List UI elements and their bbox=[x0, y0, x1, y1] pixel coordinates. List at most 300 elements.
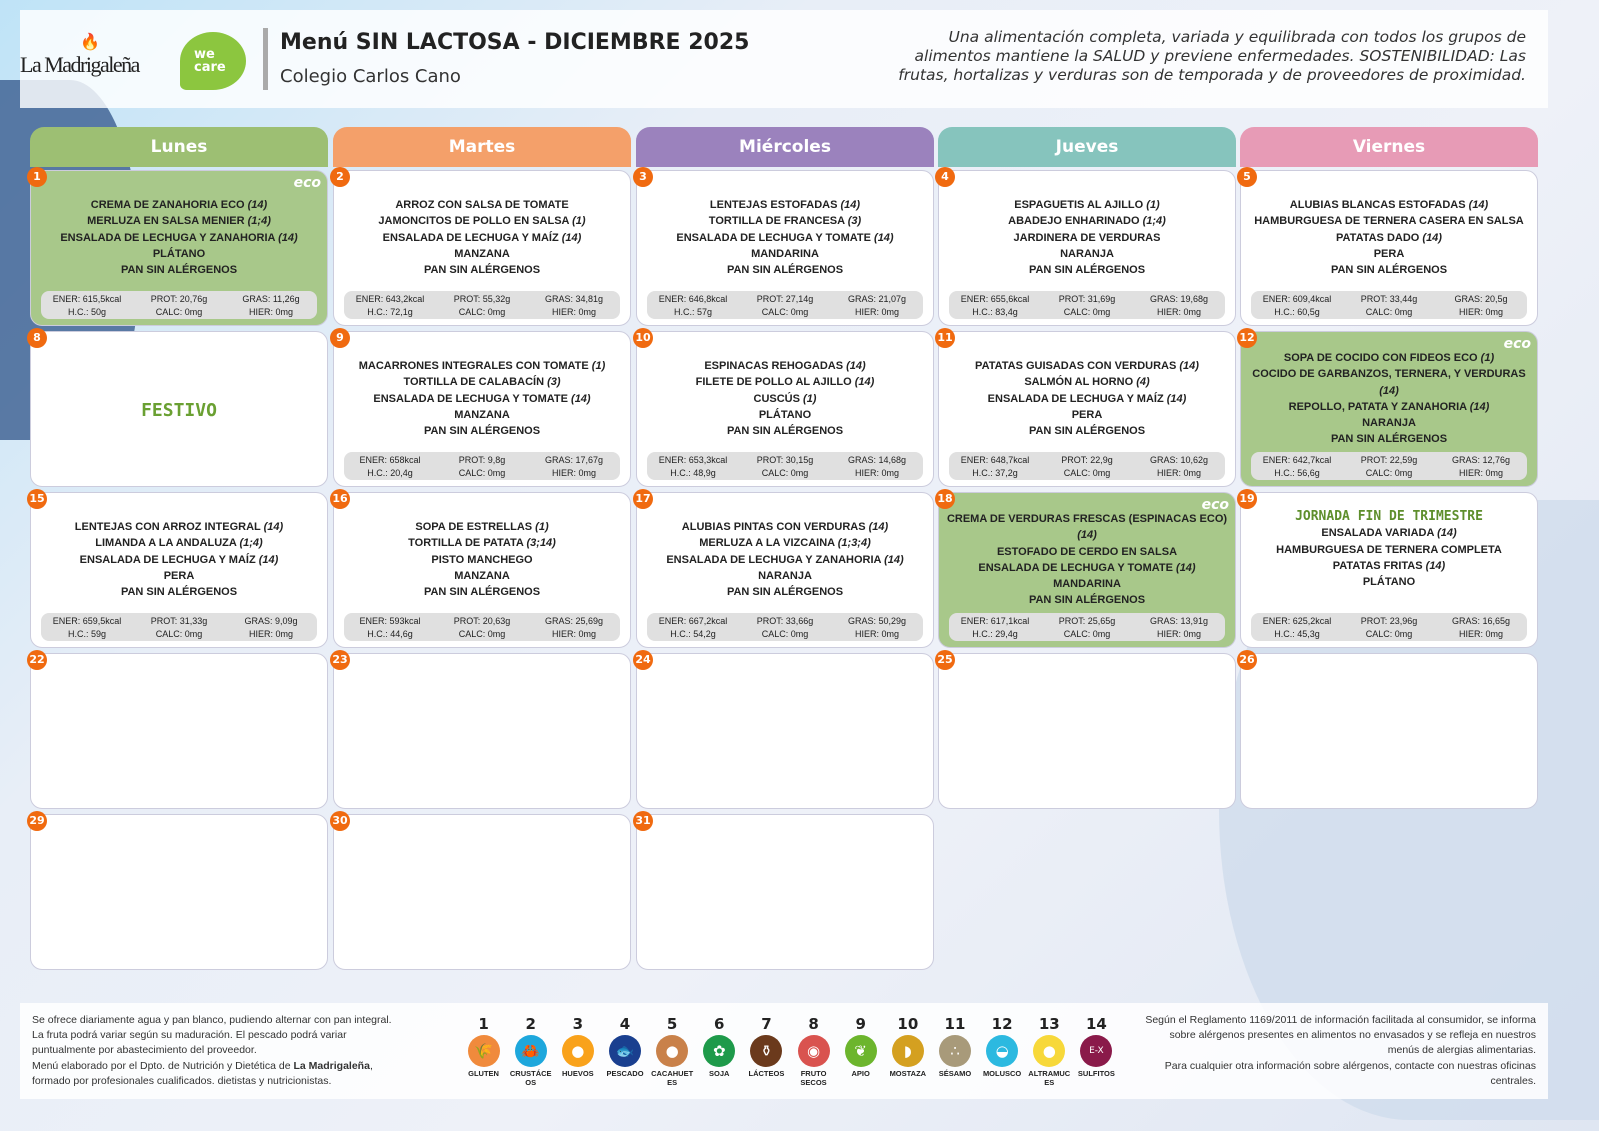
day-cell bbox=[333, 492, 631, 648]
allergen-number: 13 bbox=[1038, 1015, 1060, 1033]
dish-name: PAN SIN ALÉRGENOS bbox=[726, 264, 844, 277]
nutrition-value: H.C.: 83,4g bbox=[972, 307, 1018, 317]
allergen-codes: (14) bbox=[1468, 199, 1489, 211]
nutrition-value: ENER: 658kcal bbox=[359, 455, 421, 465]
nutrition-value: ENER: 659,5kcal bbox=[52, 616, 122, 626]
wheat-icon: 🌾 bbox=[468, 1035, 500, 1067]
nutrition-value: HIER: 0mg bbox=[1156, 468, 1201, 478]
nutrition-value: H.C.: 54,2g bbox=[670, 629, 716, 639]
nutrition-value: ENER: 625,2kcal bbox=[1262, 616, 1332, 626]
dish-name: SOPA DE COCIDO CON FIDEOS ECO bbox=[1283, 352, 1478, 364]
logo-text: La Madrigaleña bbox=[20, 52, 139, 77]
lupin-icon: ● bbox=[1033, 1035, 1065, 1067]
nutrition-info bbox=[647, 452, 923, 480]
allergen-mostaza bbox=[884, 1015, 931, 1087]
dish-name: PAN SIN ALÉRGENOS bbox=[726, 425, 844, 438]
note: puntualmente por abastecimiento del proveedor. bbox=[32, 1044, 257, 1057]
dish-name: SALMÓN AL HORNO bbox=[1024, 376, 1134, 389]
allergen-label: APIO bbox=[851, 1069, 870, 1078]
day-cell bbox=[333, 331, 631, 487]
dish-name: LIMANDA A LA ANDALUZA bbox=[95, 537, 237, 550]
dish bbox=[338, 584, 626, 600]
nutrition-value: PROT: 25,65g bbox=[1058, 616, 1116, 626]
allergen-label: ALTRAMUCES bbox=[1028, 1069, 1071, 1087]
dish-list bbox=[1245, 350, 1533, 448]
sulphites-icon: E-X bbox=[1080, 1035, 1112, 1067]
nutrition-value: GRAS: 14,68g bbox=[847, 455, 907, 465]
special-event-title: JORNADA FIN DE TRIMESTRE bbox=[1295, 509, 1483, 524]
nutrition-value: H.C.: 44,6g bbox=[367, 629, 413, 639]
dish-list bbox=[943, 197, 1231, 278]
day-number: 24 bbox=[633, 650, 653, 670]
nutrition-value: CALC: 0mg bbox=[458, 307, 506, 317]
nutrition-value: H.C.: 72,1g bbox=[367, 307, 413, 317]
day-number: 11 bbox=[935, 328, 955, 348]
day-number: 31 bbox=[633, 811, 653, 831]
dish bbox=[943, 197, 1231, 213]
day-cell bbox=[636, 653, 934, 809]
dish bbox=[35, 213, 323, 229]
dish-list bbox=[1245, 509, 1533, 590]
day-number: 30 bbox=[330, 811, 350, 831]
allergen-codes: (14) bbox=[247, 199, 268, 211]
day-header-lunes: Lunes bbox=[30, 127, 328, 167]
allergen-number: 10 bbox=[897, 1015, 919, 1033]
day-cell bbox=[938, 331, 1236, 487]
dish bbox=[641, 535, 929, 551]
nutrition-value: H.C.: 48,9g bbox=[670, 468, 716, 478]
nutrition-value: H.C.: 60,5g bbox=[1274, 307, 1320, 317]
nutrition-value: HIER: 0mg bbox=[854, 629, 899, 639]
day-number: 10 bbox=[633, 328, 653, 348]
dish-name: PAN SIN ALÉRGENOS bbox=[1028, 264, 1146, 277]
day-number: 3 bbox=[633, 167, 653, 187]
nutrition-value: H.C.: 45,3g bbox=[1274, 629, 1320, 639]
dish bbox=[1245, 431, 1533, 447]
nutrition-value: CALC: 0mg bbox=[1365, 468, 1413, 478]
allergen-label: CRUSTÁCEOS bbox=[509, 1069, 552, 1087]
nutrition-value: HIER: 0mg bbox=[248, 629, 293, 639]
allergen-codes: (14) bbox=[1077, 529, 1097, 542]
day-cell bbox=[333, 170, 631, 326]
nutrition-value: ENER: 593kcal bbox=[359, 616, 421, 626]
nutrition-value: PROT: 33,44g bbox=[1360, 294, 1418, 304]
nutrition-value: PROT: 23,96g bbox=[1360, 616, 1418, 626]
nutrition-info bbox=[949, 613, 1225, 641]
allergen-cacahuetes bbox=[649, 1015, 696, 1087]
page-title: Menú SIN LACTOSA - DICIEMBRE 2025 bbox=[280, 30, 750, 55]
allergen-codes: (3) bbox=[847, 215, 862, 228]
dish bbox=[1245, 230, 1533, 246]
day-cell bbox=[30, 331, 328, 487]
dish-name: PERA bbox=[1373, 247, 1405, 260]
school-name: Colegio Carlos Cano bbox=[280, 66, 461, 87]
nutrition-value: PROT: 22,9g bbox=[1061, 455, 1113, 465]
allergen-gluten bbox=[460, 1015, 507, 1087]
allergen-fruto-secos bbox=[790, 1015, 837, 1087]
dish bbox=[1245, 350, 1533, 366]
nutrition-info bbox=[1251, 613, 1527, 641]
dish bbox=[35, 584, 323, 600]
nutrition-value: GRAS: 9,09g bbox=[244, 616, 298, 626]
dish bbox=[1245, 399, 1533, 415]
dish-name: LENTEJAS CON ARROZ INTEGRAL bbox=[74, 521, 261, 533]
dish-name: REPOLLO, PATATA Y ZANAHORIA bbox=[1288, 400, 1467, 413]
nutrition-value: ENER: 617,1kcal bbox=[960, 616, 1030, 626]
nutrition-value: CALC: 0mg bbox=[1063, 629, 1111, 639]
dish bbox=[338, 407, 626, 423]
day-number: 18 bbox=[935, 489, 955, 509]
allergen-soja bbox=[696, 1015, 743, 1087]
allergen-number: 11 bbox=[944, 1015, 966, 1033]
allergen-molusco bbox=[979, 1015, 1026, 1087]
footer-legal bbox=[1136, 1013, 1536, 1089]
allergen-sulfitos bbox=[1073, 1015, 1120, 1087]
dish bbox=[641, 552, 929, 568]
day-cell bbox=[636, 170, 934, 326]
peanut-icon: ● bbox=[656, 1035, 688, 1067]
dish bbox=[1245, 246, 1533, 262]
nutrition-value: PROT: 55,32g bbox=[453, 294, 511, 304]
dish bbox=[641, 374, 929, 390]
allergen-codes: (14) bbox=[1425, 559, 1446, 572]
nutrition-value: GRAS: 50,29g bbox=[847, 616, 907, 626]
dish-name: ENSALADA DE LECHUGA Y ZANAHORIA bbox=[666, 553, 882, 566]
dish-name: PLÁTANO bbox=[152, 247, 206, 260]
legal-text: Según el Reglamento 1169/2011 de información facilitada al consumidor, se informa sobre alérgenos presentes en alimentos no envasados y se refleja en nuestros menús de alergias alimentarias. bbox=[1145, 1014, 1536, 1057]
dish bbox=[338, 197, 626, 213]
day-number: 29 bbox=[27, 811, 47, 831]
day-cell bbox=[30, 653, 328, 809]
day-cell bbox=[30, 814, 328, 970]
dish-list bbox=[35, 519, 323, 600]
day-number: 25 bbox=[935, 650, 955, 670]
allergen-codes: (1) bbox=[803, 392, 817, 405]
nutrition-value: GRAS: 17,67g bbox=[544, 455, 604, 465]
allergen-number: 7 bbox=[761, 1015, 772, 1033]
nutrition-value: H.C.: 56,6g bbox=[1274, 468, 1320, 478]
dish-name: ENSALADA DE LECHUGA Y TOMATE bbox=[676, 231, 871, 244]
dish bbox=[338, 374, 626, 390]
dish-name: NARANJA bbox=[1362, 417, 1416, 430]
allergen-codes: (1;4) bbox=[1142, 215, 1166, 228]
dish bbox=[641, 407, 929, 423]
nutrition-value: H.C.: 59g bbox=[67, 629, 107, 639]
day-cell bbox=[333, 653, 631, 809]
day-cell bbox=[938, 170, 1236, 326]
nutrition-info bbox=[344, 452, 620, 480]
dish-name: ENSALADA DE LECHUGA Y TOMATE bbox=[373, 392, 568, 405]
dish bbox=[338, 568, 626, 584]
day-header-viernes: Viernes bbox=[1240, 127, 1538, 167]
nutrition-value: ENER: 643,2kcal bbox=[355, 294, 425, 304]
dish bbox=[943, 511, 1231, 544]
dish bbox=[1245, 415, 1533, 431]
day-header-martes: Martes bbox=[333, 127, 631, 167]
allergen-pescado bbox=[601, 1015, 648, 1087]
dish-name: MERLUZA EN SALSA MENIER bbox=[87, 215, 245, 228]
dish-name: LENTEJAS ESTOFADAS bbox=[709, 199, 838, 211]
nutrition-value: PROT: 30,15g bbox=[756, 455, 814, 465]
dish-name: ENSALADA DE LECHUGA Y MAÍZ bbox=[382, 231, 559, 244]
allergen-number: 5 bbox=[666, 1015, 678, 1033]
dish-name: PAN SIN ALÉRGENOS bbox=[423, 425, 541, 438]
milk-jug-icon: ⚱ bbox=[750, 1035, 782, 1067]
dish bbox=[641, 213, 929, 229]
dish-name: PERA bbox=[1071, 408, 1103, 421]
dish-name: ALUBIAS PINTAS CON VERDURAS bbox=[681, 521, 866, 533]
nutrition-value: GRAS: 12,76g bbox=[1451, 455, 1511, 465]
day-number: 8 bbox=[27, 328, 47, 348]
day-cell bbox=[333, 814, 631, 970]
dish bbox=[1245, 525, 1533, 541]
nutrition-value: GRAS: 10,62g bbox=[1149, 455, 1209, 465]
allergen-apio bbox=[837, 1015, 884, 1087]
day-number: 5 bbox=[1237, 167, 1257, 187]
sesame-icon: ∴ bbox=[939, 1035, 971, 1067]
dish-name: NARANJA bbox=[758, 569, 812, 582]
allergen-codes: (14) bbox=[840, 199, 861, 211]
dish bbox=[338, 423, 626, 439]
day-header-miércoles: Miércoles bbox=[636, 127, 934, 167]
nutrition-value: CALC: 0mg bbox=[155, 629, 203, 639]
allergen-number: 3 bbox=[572, 1015, 584, 1033]
nutrition-value: HIER: 0mg bbox=[1458, 307, 1503, 317]
dish bbox=[943, 374, 1231, 390]
eco-badge: eco bbox=[1201, 497, 1229, 513]
allergen-codes: (1;4) bbox=[247, 215, 271, 228]
dish bbox=[641, 568, 929, 584]
allergen-lácteos bbox=[743, 1015, 790, 1087]
dish-name: PAN SIN ALÉRGENOS bbox=[120, 264, 238, 277]
dish bbox=[943, 423, 1231, 439]
dish-name: ESPAGUETIS AL AJILLO bbox=[1014, 199, 1144, 211]
nutrition-value: GRAS: 25,69g bbox=[544, 616, 604, 626]
nutrition-value: ENER: 609,4kcal bbox=[1262, 294, 1332, 304]
dish-name: FILETE DE POLLO AL AJILLO bbox=[695, 376, 852, 389]
day-cell bbox=[636, 814, 934, 970]
allergen-label: SULFITOS bbox=[1077, 1069, 1115, 1078]
day-cell bbox=[1240, 170, 1538, 326]
day-cell bbox=[30, 492, 328, 648]
dish-name: JAMONCITOS DE POLLO EN SALSA bbox=[378, 215, 570, 228]
nutrition-value: PROT: 27,14g bbox=[756, 294, 814, 304]
allergen-label: FRUTO SECOS bbox=[800, 1069, 827, 1087]
dish-name: ALUBIAS BLANCAS ESTOFADAS bbox=[1289, 199, 1466, 211]
eggs-icon: ● bbox=[562, 1035, 594, 1067]
day-number: 2 bbox=[330, 167, 350, 187]
dish-list bbox=[943, 358, 1231, 439]
nutrition-value: H.C.: 57g bbox=[673, 307, 713, 317]
dish-name: MANZANA bbox=[454, 408, 510, 421]
nutrition-value: CALC: 0mg bbox=[1063, 468, 1111, 478]
dish-name: ENSALADA DE LECHUGA Y MAÍZ bbox=[79, 553, 256, 566]
day-number: 15 bbox=[27, 489, 47, 509]
nutrition-info bbox=[344, 291, 620, 319]
nutrition-value: ENER: 667,2kcal bbox=[658, 616, 728, 626]
allergen-codes: (14) bbox=[263, 521, 284, 533]
dish bbox=[943, 358, 1231, 374]
day-number: 23 bbox=[330, 650, 350, 670]
allergen-label: LÁCTEOS bbox=[748, 1069, 785, 1078]
dish-name: PAN SIN ALÉRGENOS bbox=[1330, 264, 1448, 277]
dish bbox=[35, 552, 323, 568]
dish-name: MANDARINA bbox=[751, 247, 819, 260]
day-cell bbox=[938, 492, 1236, 648]
allergen-codes: (1) bbox=[535, 521, 549, 533]
allergen-codes: (3;14) bbox=[526, 537, 556, 550]
allergen-codes: (14) bbox=[884, 553, 904, 566]
day-number: 16 bbox=[330, 489, 350, 509]
allergen-number: 6 bbox=[714, 1015, 725, 1033]
note: La fruta podrá variar según su maduración. El pescado podrá variar bbox=[32, 1029, 347, 1042]
nutrition-value: HIER: 0mg bbox=[1156, 629, 1201, 639]
allergen-codes: (14) bbox=[846, 360, 866, 372]
dish bbox=[943, 592, 1231, 608]
nutrition-value: ENER: 653,3kcal bbox=[658, 455, 728, 465]
dish bbox=[338, 246, 626, 262]
dish-name: HAMBURGUESA DE TERNERA COMPLETA bbox=[1276, 543, 1502, 556]
day-number: 4 bbox=[935, 167, 955, 187]
dish bbox=[1245, 262, 1533, 278]
nutrition-value: PROT: 33,66g bbox=[756, 616, 814, 626]
allergen-label: PESCADO bbox=[606, 1069, 644, 1078]
nutrition-info bbox=[1251, 291, 1527, 319]
allergen-codes: (1;4) bbox=[239, 537, 263, 550]
allergen-number: 8 bbox=[808, 1015, 819, 1033]
nutrition-value: CALC: 0mg bbox=[458, 629, 506, 639]
divider bbox=[263, 28, 268, 90]
dish bbox=[1245, 366, 1533, 399]
nutrition-value: GRAS: 20,5g bbox=[1454, 294, 1508, 304]
dish bbox=[338, 391, 626, 407]
allergen-codes: (14) bbox=[1379, 384, 1399, 397]
dish bbox=[943, 246, 1231, 262]
dish-name: TORTILLA DE CALABACÍN bbox=[403, 376, 545, 389]
allergen-codes: (1) bbox=[1480, 352, 1495, 364]
day-number: 19 bbox=[1237, 489, 1257, 509]
dish bbox=[35, 197, 323, 213]
nutrition-value: ENER: 642,7kcal bbox=[1262, 455, 1332, 465]
dish bbox=[641, 358, 929, 374]
day-cell bbox=[636, 331, 934, 487]
nutrition-value: ENER: 646,8kcal bbox=[658, 294, 728, 304]
dish bbox=[35, 519, 323, 535]
dish-name: NARANJA bbox=[1060, 247, 1114, 260]
dish bbox=[943, 262, 1231, 278]
allergen-codes: (3) bbox=[547, 376, 561, 389]
nutrition-value: GRAS: 34,81g bbox=[544, 294, 604, 304]
dish bbox=[35, 535, 323, 551]
dish-name: MERLUZA A LA VIZCAINA bbox=[699, 537, 835, 550]
allergen-codes: (14) bbox=[1179, 360, 1199, 372]
dish bbox=[1245, 197, 1533, 213]
nutrition-value: HIER: 0mg bbox=[1458, 468, 1503, 478]
nutrition-value: HIER: 0mg bbox=[1156, 307, 1201, 317]
allergen-label: SOJA bbox=[709, 1069, 730, 1078]
dish-name: ABADEJO ENHARINADO bbox=[1008, 215, 1140, 228]
dish bbox=[641, 262, 929, 278]
note: formado por profesionales cualificados. dietistas y nutricionistas. bbox=[32, 1074, 332, 1087]
allergen-codes: (1) bbox=[591, 360, 606, 372]
nutrition-value: HIER: 0mg bbox=[551, 307, 596, 317]
dish bbox=[1245, 574, 1533, 590]
dish bbox=[943, 560, 1231, 576]
dish-name: MANDARINA bbox=[1053, 578, 1121, 591]
day-number: 26 bbox=[1237, 650, 1257, 670]
eco-badge: eco bbox=[1503, 336, 1531, 352]
nutrition-value: H.C.: 29,4g bbox=[972, 629, 1018, 639]
dish-name: ENSALADA DE LECHUGA Y MAÍZ bbox=[987, 392, 1164, 405]
allergen-number: 9 bbox=[855, 1015, 866, 1033]
allergen-number: 12 bbox=[991, 1015, 1013, 1033]
dish-name: ARROZ CON SALSA DE TOMATE bbox=[395, 199, 569, 211]
day-cell bbox=[1240, 331, 1538, 487]
dish bbox=[338, 230, 626, 246]
allergen-crustáceos bbox=[507, 1015, 554, 1087]
mustard-icon: ◗ bbox=[892, 1035, 924, 1067]
allergen-codes: (1) bbox=[572, 215, 586, 228]
dish-name: PERA bbox=[163, 569, 195, 582]
nutrition-value: CALC: 0mg bbox=[1063, 307, 1111, 317]
allergen-codes: (14) bbox=[561, 231, 582, 244]
nutrition-value: PROT: 31,69g bbox=[1058, 294, 1116, 304]
la-madrigalena-logo bbox=[20, 34, 139, 78]
dish-name: PLÁTANO bbox=[1362, 576, 1416, 589]
nutrition-info bbox=[41, 291, 317, 319]
nutrition-value: CALC: 0mg bbox=[761, 629, 809, 639]
dish-name: COCIDO DE GARBANZOS, TERNERA, Y VERDURAS bbox=[1252, 368, 1526, 381]
nutrition-value: HIER: 0mg bbox=[1458, 629, 1503, 639]
legal-text: Para cualquier otra información sobre alérgenos, contacte con nuestras oficinas centrales. bbox=[1164, 1059, 1536, 1087]
dish-name: ENSALADA DE LECHUGA Y TOMATE bbox=[978, 561, 1173, 574]
nutrition-value: PROT: 31,33g bbox=[150, 616, 208, 626]
day-cell bbox=[636, 492, 934, 648]
dish bbox=[641, 519, 929, 535]
dish bbox=[338, 535, 626, 551]
nutrition-info bbox=[949, 452, 1225, 480]
dish-name: PAN SIN ALÉRGENOS bbox=[1028, 594, 1146, 607]
allergen-codes: (14) bbox=[258, 553, 279, 566]
allergen-legend bbox=[460, 1015, 1120, 1087]
nutrition-value: HIER: 0mg bbox=[551, 629, 596, 639]
dish bbox=[338, 358, 626, 374]
dish-name: CUSCÚS bbox=[753, 392, 800, 405]
nutrition-value: H.C.: 37,2g bbox=[972, 468, 1018, 478]
dish-name: PAN SIN ALÉRGENOS bbox=[423, 264, 541, 277]
allergen-codes: (14) bbox=[868, 521, 889, 533]
dish-name: ESTOFADO DE CERDO EN SALSA bbox=[996, 545, 1178, 558]
nutrition-value: H.C.: 20,4g bbox=[367, 468, 413, 478]
nutrition-value: CALC: 0mg bbox=[458, 468, 506, 478]
dish-name: SOPA DE ESTRELLAS bbox=[415, 521, 533, 533]
dish bbox=[1245, 213, 1533, 229]
dish-name: ENSALADA DE LECHUGA Y ZANAHORIA bbox=[60, 231, 276, 244]
nutrition-value: GRAS: 16,65g bbox=[1451, 616, 1511, 626]
nutrition-value: GRAS: 19,68g bbox=[1149, 294, 1209, 304]
allergen-huevos bbox=[554, 1015, 601, 1087]
dish bbox=[943, 213, 1231, 229]
dish-name: PATATAS GUISADAS CON VERDURAS bbox=[975, 360, 1177, 372]
walnut-icon: ◉ bbox=[798, 1035, 830, 1067]
dish-name: PAN SIN ALÉRGENOS bbox=[1330, 433, 1448, 446]
footer bbox=[20, 1003, 1548, 1099]
nutrition-value: PROT: 9,8g bbox=[458, 455, 506, 465]
allergen-codes: (14) bbox=[854, 376, 875, 389]
dish bbox=[943, 407, 1231, 423]
dish bbox=[641, 230, 929, 246]
allergen-codes: (1) bbox=[1146, 199, 1160, 211]
